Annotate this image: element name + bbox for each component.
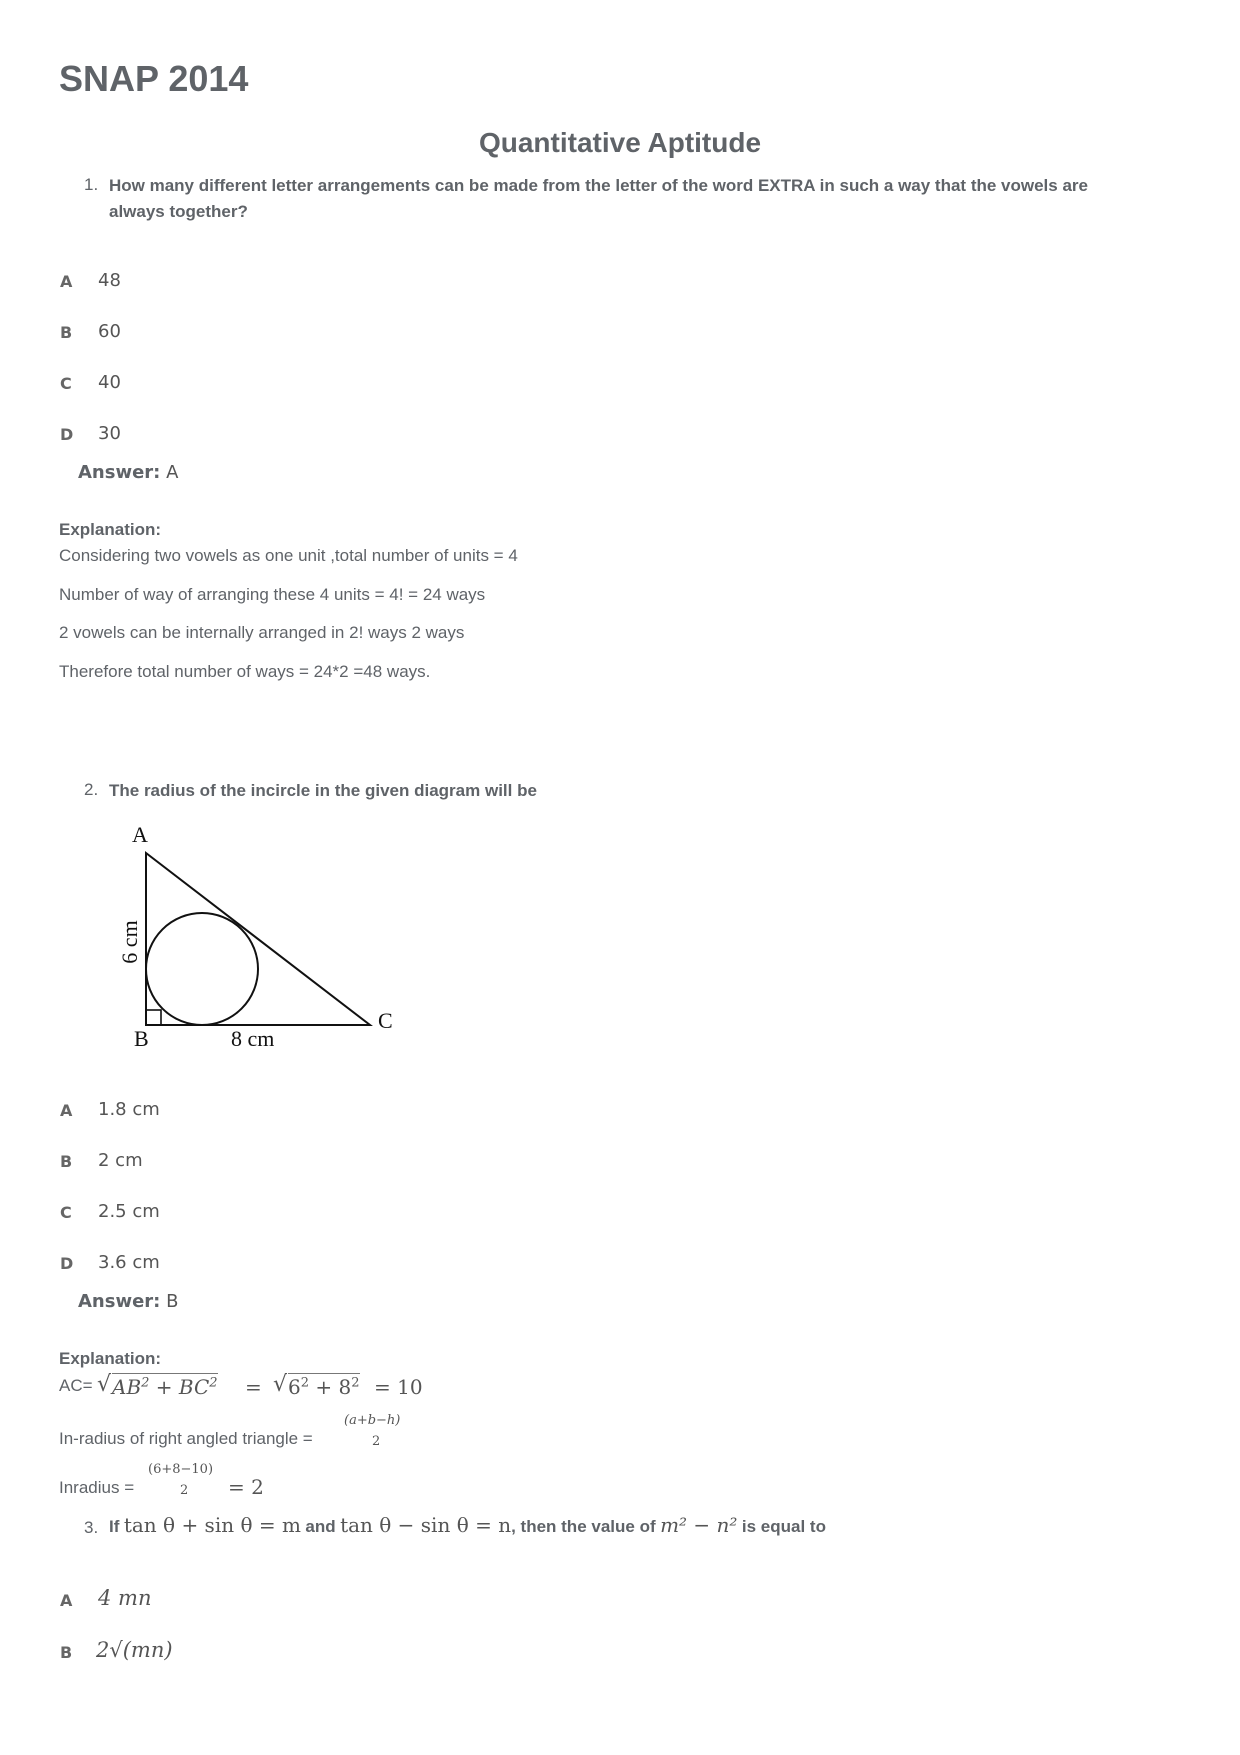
option-letter: C xyxy=(60,374,72,393)
option-letter: B xyxy=(60,1643,73,1662)
answer-value: A xyxy=(166,462,179,483)
side-ab-label: 6 cm xyxy=(117,920,142,964)
answer-line xyxy=(78,462,178,483)
expr-tan-minus-sin: tan θ − sin θ = n xyxy=(340,1513,512,1537)
option-letter: B xyxy=(60,323,73,342)
right-angle-marker xyxy=(146,1010,161,1025)
triangle xyxy=(146,853,370,1025)
fraction-denominator: 2 xyxy=(372,1434,381,1449)
option-value: 2.5 cm xyxy=(98,1201,160,1222)
option-value: 60 xyxy=(98,321,121,342)
equals-sign: = xyxy=(245,1375,262,1399)
answer-value: B xyxy=(166,1291,179,1312)
explanation-label: Explanation: xyxy=(59,520,162,539)
option-letter: C xyxy=(60,1203,72,1222)
option-letter: A xyxy=(60,1591,73,1610)
fraction-numerator: (6+8−10) xyxy=(148,1462,214,1477)
option-letter: D xyxy=(60,425,74,444)
sqrt-symbol: √ xyxy=(97,1372,112,1397)
explanation-line: Considering two vowels as one unit ,total number of units = 4 xyxy=(59,546,518,565)
question-number: 2. xyxy=(84,780,99,799)
option-value: 40 xyxy=(98,372,121,393)
option-letter: A xyxy=(60,272,73,291)
expr-m2-minus-n2: m² − n² xyxy=(660,1513,738,1537)
question-text: The radius of the incircle in the given diagram will be xyxy=(109,781,537,800)
section-title: Quantitative Aptitude xyxy=(478,127,762,158)
expr-tan-plus-sin: tan θ + sin θ = m xyxy=(123,1513,301,1537)
question-text: How many different letter arrangements can be made from the letter of the word EXTRA in such a way that the vowels are always together? xyxy=(109,176,1088,221)
incircle xyxy=(146,913,258,1025)
answer-label: Answer: xyxy=(78,1291,161,1312)
answer-label: Answer: xyxy=(78,462,161,483)
option-letter: A xyxy=(60,1101,73,1120)
vertex-a-label: A xyxy=(132,822,148,847)
option-value: 30 xyxy=(98,423,121,444)
answer-line xyxy=(78,1291,178,1312)
document-title: SNAP 2014 xyxy=(59,58,249,99)
inradius-formula-label: In-radius of right angled triangle = xyxy=(59,1429,313,1448)
vertex-c-label: C xyxy=(378,1008,393,1033)
triangle-incircle-diagram xyxy=(110,820,410,1055)
option-value: 3.6 cm xyxy=(98,1252,160,1273)
ac-numeric-radicand: $6^2 + 8^2$ xyxy=(288,1375,360,1399)
explanation-line: Number of way of arranging these 4 units = 4! = 24 ways xyxy=(59,585,486,604)
question-text: If tan θ + sin θ = m and tan θ − sin θ = n, then the value of m² − n² is equal to xyxy=(109,1513,826,1537)
ac-prefix: AC= xyxy=(59,1376,93,1395)
side-bc-label: 8 cm xyxy=(231,1026,275,1051)
fraction-denominator: 2 xyxy=(180,1483,189,1498)
option-letter: B xyxy=(60,1152,73,1171)
ac-equation xyxy=(59,1372,459,1406)
question-number: 3. xyxy=(84,1518,99,1537)
question-number: 1. xyxy=(84,175,99,194)
option-value: 4 mn xyxy=(98,1586,152,1610)
inradius-result: = 2 xyxy=(228,1475,264,1499)
ac-result: = 10 xyxy=(374,1375,423,1399)
option-value: 1.8 cm xyxy=(98,1099,160,1120)
option-letter: D xyxy=(60,1254,74,1273)
vertex-b-label: B xyxy=(134,1026,149,1051)
ac-radicand: $AB^2 + BC^2$ xyxy=(112,1375,218,1399)
sqrt-symbol: √ xyxy=(273,1372,288,1397)
option-value: 48 xyxy=(98,270,121,291)
inradius-label: Inradius = xyxy=(59,1478,135,1497)
explanation-label: Explanation: xyxy=(59,1349,162,1368)
option-value: 2√(mn) xyxy=(96,1638,173,1662)
fraction-numerator: (a+b−h) xyxy=(344,1413,401,1428)
option-value: 2 cm xyxy=(98,1150,143,1171)
explanation-line: 2 vowels can be internally arranged in 2! ways 2 ways xyxy=(59,623,465,642)
explanation-line: Therefore total number of ways = 24*2 =48 ways. xyxy=(59,662,431,681)
